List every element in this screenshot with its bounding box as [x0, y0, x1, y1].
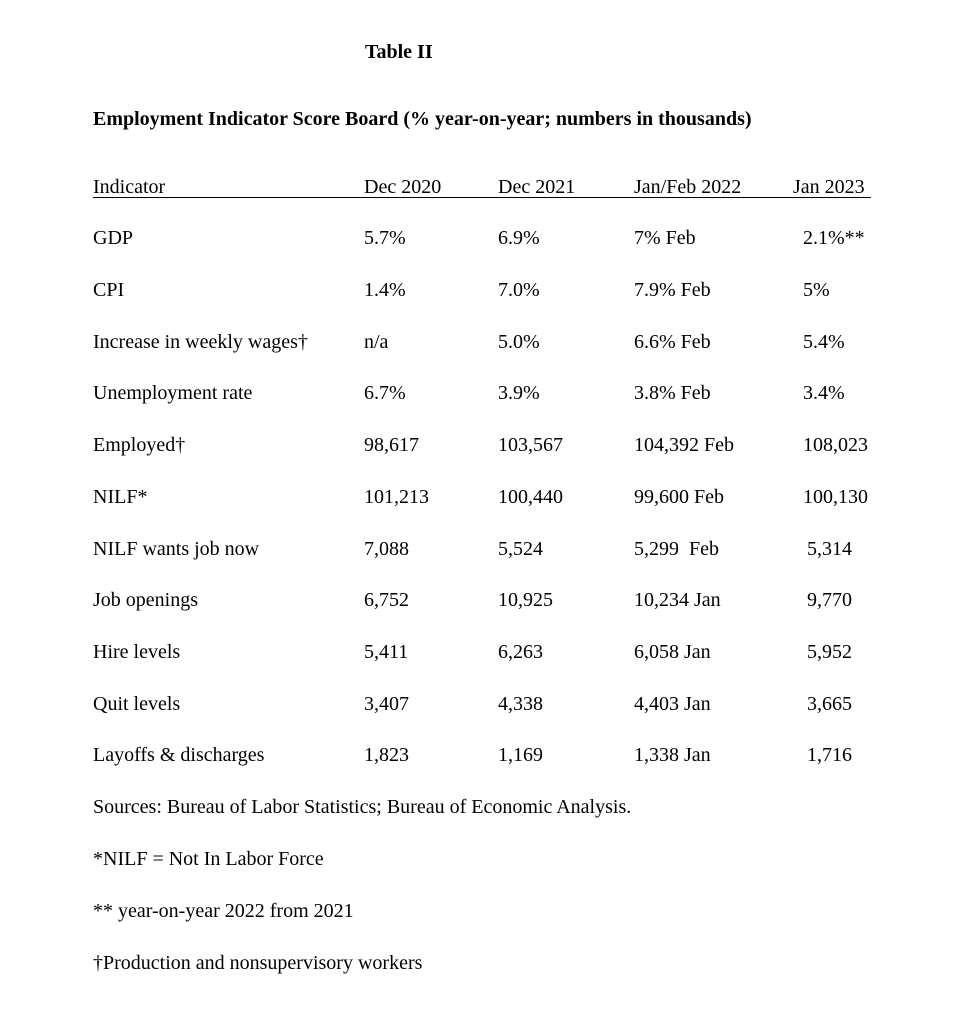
column-header: Indicator	[93, 176, 166, 198]
table-cell: Job openings	[93, 589, 198, 611]
table-cell: NILF wants job now	[93, 538, 260, 560]
table-cell: Unemployment rate	[93, 382, 253, 404]
header-rule	[93, 197, 871, 198]
table-row	[0, 691, 967, 717]
table-row	[0, 329, 967, 355]
table-cell: 5%	[803, 279, 830, 301]
table-cell: 9,770	[807, 589, 852, 611]
table-caption: Employment Indicator Score Board (% year-on-year; numbers in thousands)	[93, 108, 752, 130]
table-cell: 3.9%	[498, 382, 540, 404]
table-cell: 1,169	[498, 744, 543, 766]
table-cell: 7,088	[364, 538, 409, 560]
table-cell: 3.8% Feb	[634, 382, 711, 404]
table-row	[0, 432, 967, 458]
table-cell: 10,925	[498, 589, 553, 611]
table-cell: 1,716	[807, 744, 852, 766]
table-cell: 99,600 Feb	[634, 486, 724, 508]
table-cell: 6,058 Jan	[634, 641, 711, 663]
table-cell: 5.0%	[498, 331, 540, 353]
table-cell: 6.6% Feb	[634, 331, 711, 353]
footnote-yoy: ** year-on-year 2022 from 2021	[93, 900, 354, 922]
table-cell: CPI	[93, 279, 125, 301]
table-cell: 4,403 Jan	[634, 693, 711, 715]
table-cell: 101,213	[364, 486, 429, 508]
table-row	[0, 742, 967, 768]
table-cell: 5,299 Feb	[634, 538, 719, 560]
table-cell: 4,338	[498, 693, 543, 715]
table-cell: 6.7%	[364, 382, 406, 404]
table-cell: 5,411	[364, 641, 409, 663]
table-cell: n/a	[364, 331, 389, 353]
column-header: Jan/Feb 2022	[634, 176, 742, 198]
table-row	[0, 536, 967, 562]
table-cell: 5,314	[807, 538, 852, 560]
table-cell: 7.9% Feb	[634, 279, 711, 301]
table-cell: 5.7%	[364, 227, 406, 249]
table-cell: 6.9%	[498, 227, 540, 249]
table-cell: 5.4%	[803, 331, 845, 353]
table-cell: 104,392 Feb	[634, 434, 734, 456]
table-cell: Increase in weekly wages†	[93, 331, 308, 353]
table-cell: Quit levels	[93, 693, 181, 715]
table-row	[0, 277, 967, 303]
table-cell: Employed†	[93, 434, 186, 456]
column-header: Dec 2020	[364, 176, 442, 198]
table-cell: GDP	[93, 227, 134, 249]
table-cell: 7.0%	[498, 279, 540, 301]
table-cell: 108,023	[803, 434, 868, 456]
sources-note: Sources: Bureau of Labor Statistics; Bureau of Economic Analysis.	[93, 796, 632, 818]
table-cell: NILF*	[93, 486, 148, 508]
table-cell: 6,752	[364, 589, 409, 611]
table-cell: 10,234 Jan	[634, 589, 721, 611]
table-cell: 3.4%	[803, 382, 845, 404]
table-cell: Hire levels	[93, 641, 181, 663]
table-cell: 5,952	[807, 641, 852, 663]
table-cell: 1,823	[364, 744, 409, 766]
column-header: Jan 2023	[793, 176, 865, 198]
footnote-workers: †Production and nonsupervisory workers	[93, 952, 423, 974]
table-row	[0, 639, 967, 665]
table-cell: 2.1%**	[803, 227, 865, 249]
table-cell: Layoffs & discharges	[93, 744, 265, 766]
table-row	[0, 225, 967, 251]
page-title: Table II	[365, 41, 433, 63]
table-cell: 3,665	[807, 693, 852, 715]
footnote-nilf: *NILF = Not In Labor Force	[93, 848, 324, 870]
table-cell: 6,263	[498, 641, 543, 663]
table-cell: 3,407	[364, 693, 409, 715]
table-cell: 100,130	[803, 486, 868, 508]
table-cell: 103,567	[498, 434, 563, 456]
table-cell: 1,338 Jan	[634, 744, 711, 766]
table-cell: 98,617	[364, 434, 419, 456]
table-cell: 5,524	[498, 538, 543, 560]
table-cell: 100,440	[498, 486, 563, 508]
table-row	[0, 587, 967, 613]
column-header: Dec 2021	[498, 176, 576, 198]
table-row	[0, 380, 967, 406]
table-cell: 7% Feb	[634, 227, 696, 249]
table-cell: 1.4%	[364, 279, 406, 301]
table-row	[0, 484, 967, 510]
